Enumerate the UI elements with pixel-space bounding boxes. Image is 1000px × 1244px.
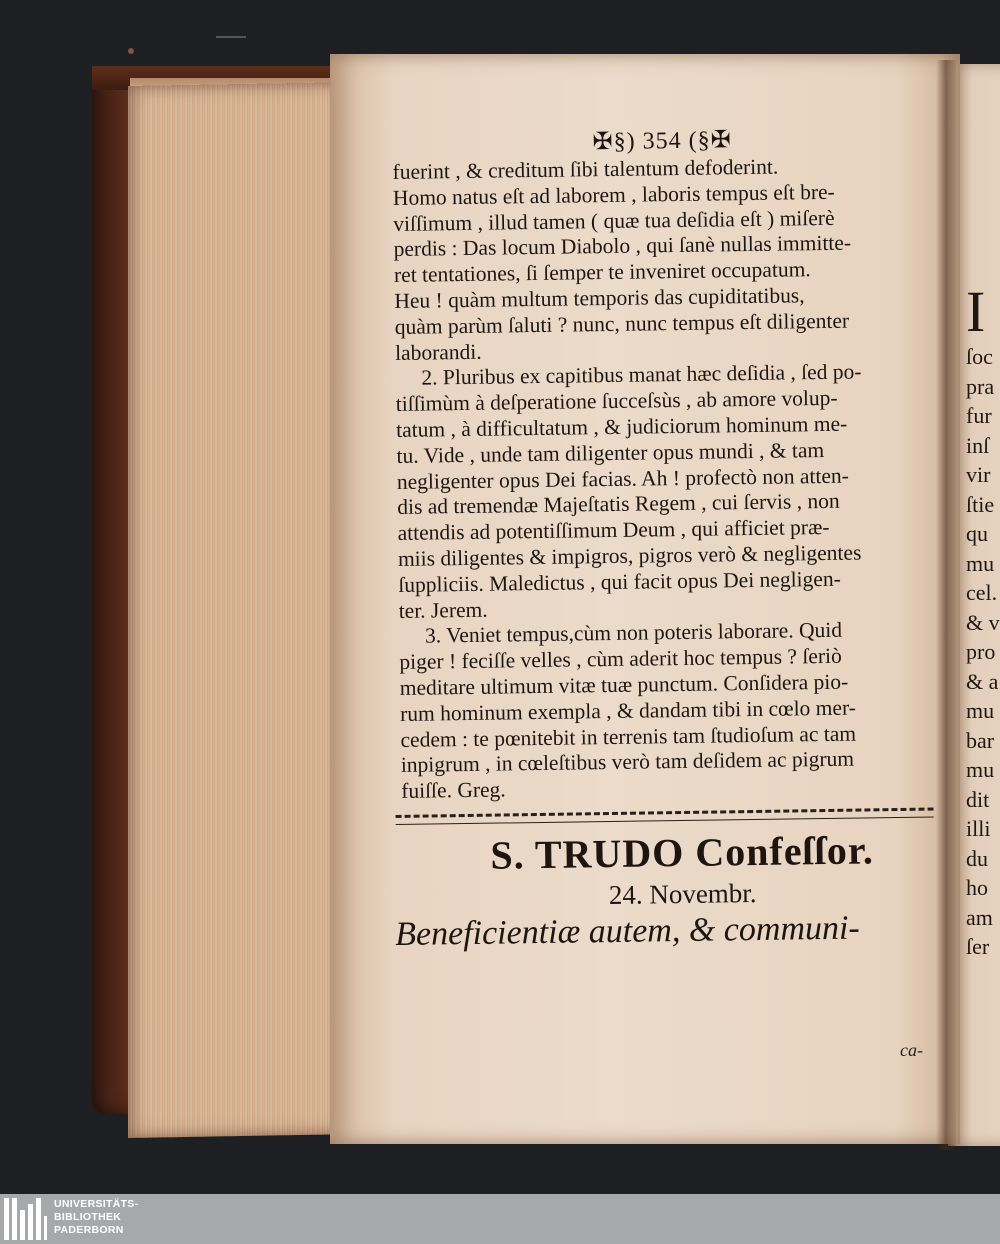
text-line: ter. Jerem. [398,597,488,623]
text-line: attendis ad potentiſſimum Deum , qui afficiet præ- [397,515,830,546]
text-line: cedem : te pœnitebit in terrenis tam ſtudioſum ac tam [400,721,857,752]
fragment-line: ho [966,875,988,900]
fragment-line: vir [966,462,991,487]
text-line: meditare ultimum vitæ tuæ punctum. Conſidera pio- [399,669,849,700]
text-line: tatum , à difficultatum , & judiciorum hominum me- [396,411,848,442]
fragment-line: & v [966,609,1000,635]
fragment-line: fur [966,403,992,428]
text-line: piger ! feciſſe velles , cùm aderit hoc tempus ? ſeriò [399,643,842,675]
text-line: perdis : Das locum Diabolo , qui ſanè nullas immitte- [393,230,852,262]
fragment-line: am [966,904,993,930]
text-line: negligenter opus Dei facias. Ah ! profectò non atten- [396,463,849,494]
paragraph-3 [399,616,961,804]
library-name-line: BIBLIOTHEK [54,1211,122,1223]
dust-speck [216,36,246,38]
fragment-line: bar [966,727,995,753]
fragment-line: ſoc [966,344,993,369]
text-line: tiſſimùm à deſperatione ſucceſsùs , ab amore volup- [395,385,838,417]
paragraph-2 [395,359,959,625]
fragment-line: mu [966,757,995,782]
text-line: fuiſſe. Greg. [401,777,506,804]
page-edges [128,82,358,1138]
fragment-line: ſtie [966,491,995,517]
catchword: ca- [900,1040,923,1060]
fragment-line: pra [966,373,995,399]
paragraph-1 [392,152,955,366]
text-line: dis ad tremendæ Majeſtatis Regem , cui ſervis , non [397,489,840,520]
page-text [392,122,963,955]
section-date: 24. Novembr. [608,877,757,910]
text-line: 2. Pluribus ex capitibus manat hæc deſidia , ſed po- [421,359,862,390]
library-name-line: UNIVERSITÄTS- [54,1198,139,1210]
section-motto: Beneficientiæ autem, & communi- [394,909,860,953]
fragment-line: du [966,845,988,871]
dust-speck [128,48,134,54]
section-title: S. TRUDO Confeſſor. [490,827,875,878]
text-line: ret tentationes, ſi ſemper te inveniret occupatum. [393,257,811,288]
text-line: tu. Vide , unde tam diligenter opus mundi , & tam [396,437,825,468]
text-line: quàm parùm ſaluti ? nunc, nunc tempus eſt diligenter [394,308,850,339]
fragment-line: qu [966,521,988,546]
fragment-line: mu [966,550,995,576]
library-footer-banner [0,1194,1000,1244]
text-line: rum hominum exempla , & dandam tibi in cœlo mer- [399,695,857,726]
library-name-line: PADERBORN [54,1224,124,1236]
facing-page-text [966,279,1000,962]
text-line: laborandi. [394,339,482,365]
section-divider [396,807,934,825]
text-line: 3. Veniet tempus,cùm non poteris laborare. Quid [424,618,843,648]
text-line: inpigrum , in cœleſtibus verò tam deſidem ac pigrum [400,746,855,778]
text-line: ſuppliciis. Maledictus , qui facit opus Dei negligen- [398,566,841,597]
text-line: Heu ! quàm multum temporis das cupiditatibus, [394,283,805,313]
fragment-line: inſ [966,432,990,458]
fragment-line: pro [966,639,996,664]
fragment-line: mu [966,698,995,723]
fragment-line: & a [966,668,999,694]
text-line: Homo natus eſt ad laborem , laboris tempus eſt bre- [392,179,835,210]
fragment-line: cel. [966,580,998,605]
fragment-line: illi [966,816,991,841]
library-name [54,1198,138,1237]
library-logo-icon [4,1198,48,1240]
text-line: fuerint , & creditum ſibi talentum defoderint. [392,154,779,184]
fragment-line: dit [966,786,990,812]
text-line: miis diligentes & impigros, pigros verò & negligentes [397,540,862,571]
drop-cap: I [966,279,986,344]
text-line: viſſimum , illud tamen ( quæ tua deſidia eſt ) miſerè [393,205,835,236]
fragment-line: ſer [966,934,990,959]
running-head: ✠§) 354 (§✠ [592,127,732,156]
